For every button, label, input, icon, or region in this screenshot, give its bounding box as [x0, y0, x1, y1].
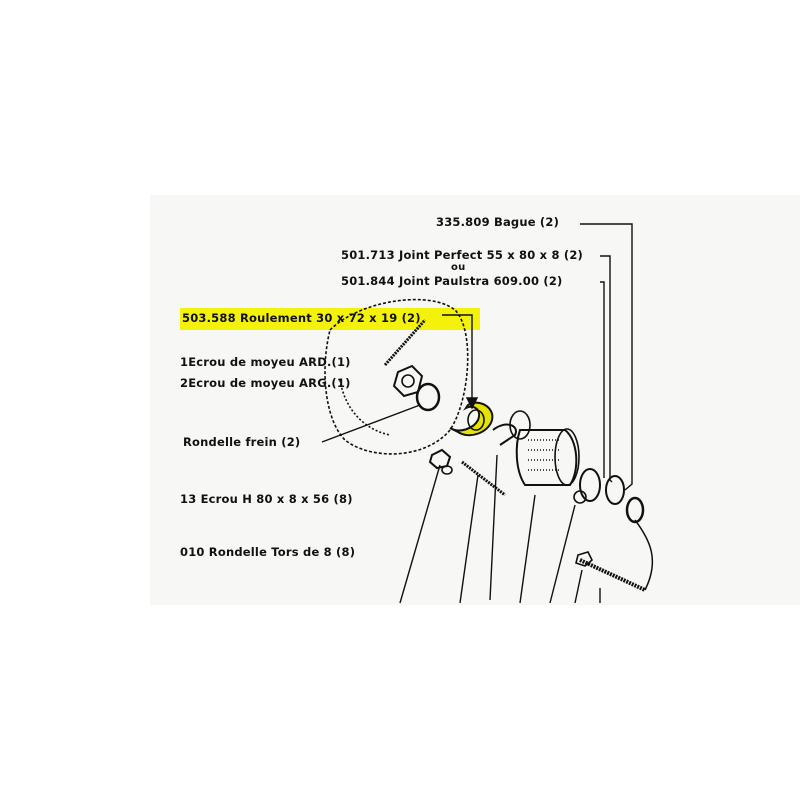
threaded-rod: [580, 560, 645, 590]
washer-tors: [442, 466, 452, 474]
leader-bague: [580, 224, 632, 490]
seal-ring-2: [606, 476, 624, 504]
bearing-housing: [517, 430, 577, 485]
label-ecrou-ard: 1Ecrou de moyeu ARD.(1): [180, 355, 351, 369]
label-ecrou-h: 13 Ecrou H 80 x 8 x 56 (8): [180, 492, 353, 506]
seal-ring-1: [580, 469, 600, 501]
leader-joint-paulstra: [600, 282, 604, 478]
leader-joint-perfect: [600, 256, 612, 482]
label-joint-paulstra: 501.844 Joint Paulstra 609.00 (2): [341, 274, 563, 288]
bolt: [462, 462, 505, 495]
label-ou: ou: [451, 262, 466, 273]
leader-rondelle-frein: [322, 405, 420, 442]
label-ecrou-arg: 2Ecrou de moyeu ARG.(1): [180, 376, 351, 390]
label-joint-perfect: 501.713 Joint Perfect 55 x 80 x 8 (2): [341, 248, 583, 262]
label-rondelle-tors: 010 Rondelle Tors de 8 (8): [180, 545, 356, 559]
leader-roulement: [442, 315, 472, 400]
seal-ring-3: [627, 498, 643, 522]
label-rondelle-frein: Rondelle frein (2): [183, 435, 301, 449]
label-roulement: 503.588 Roulement 30 x 72 x 19 (2): [182, 311, 421, 325]
brake-washer: [417, 384, 439, 410]
stud: [385, 320, 425, 365]
label-bague: 335.809 Bague (2): [436, 215, 560, 229]
